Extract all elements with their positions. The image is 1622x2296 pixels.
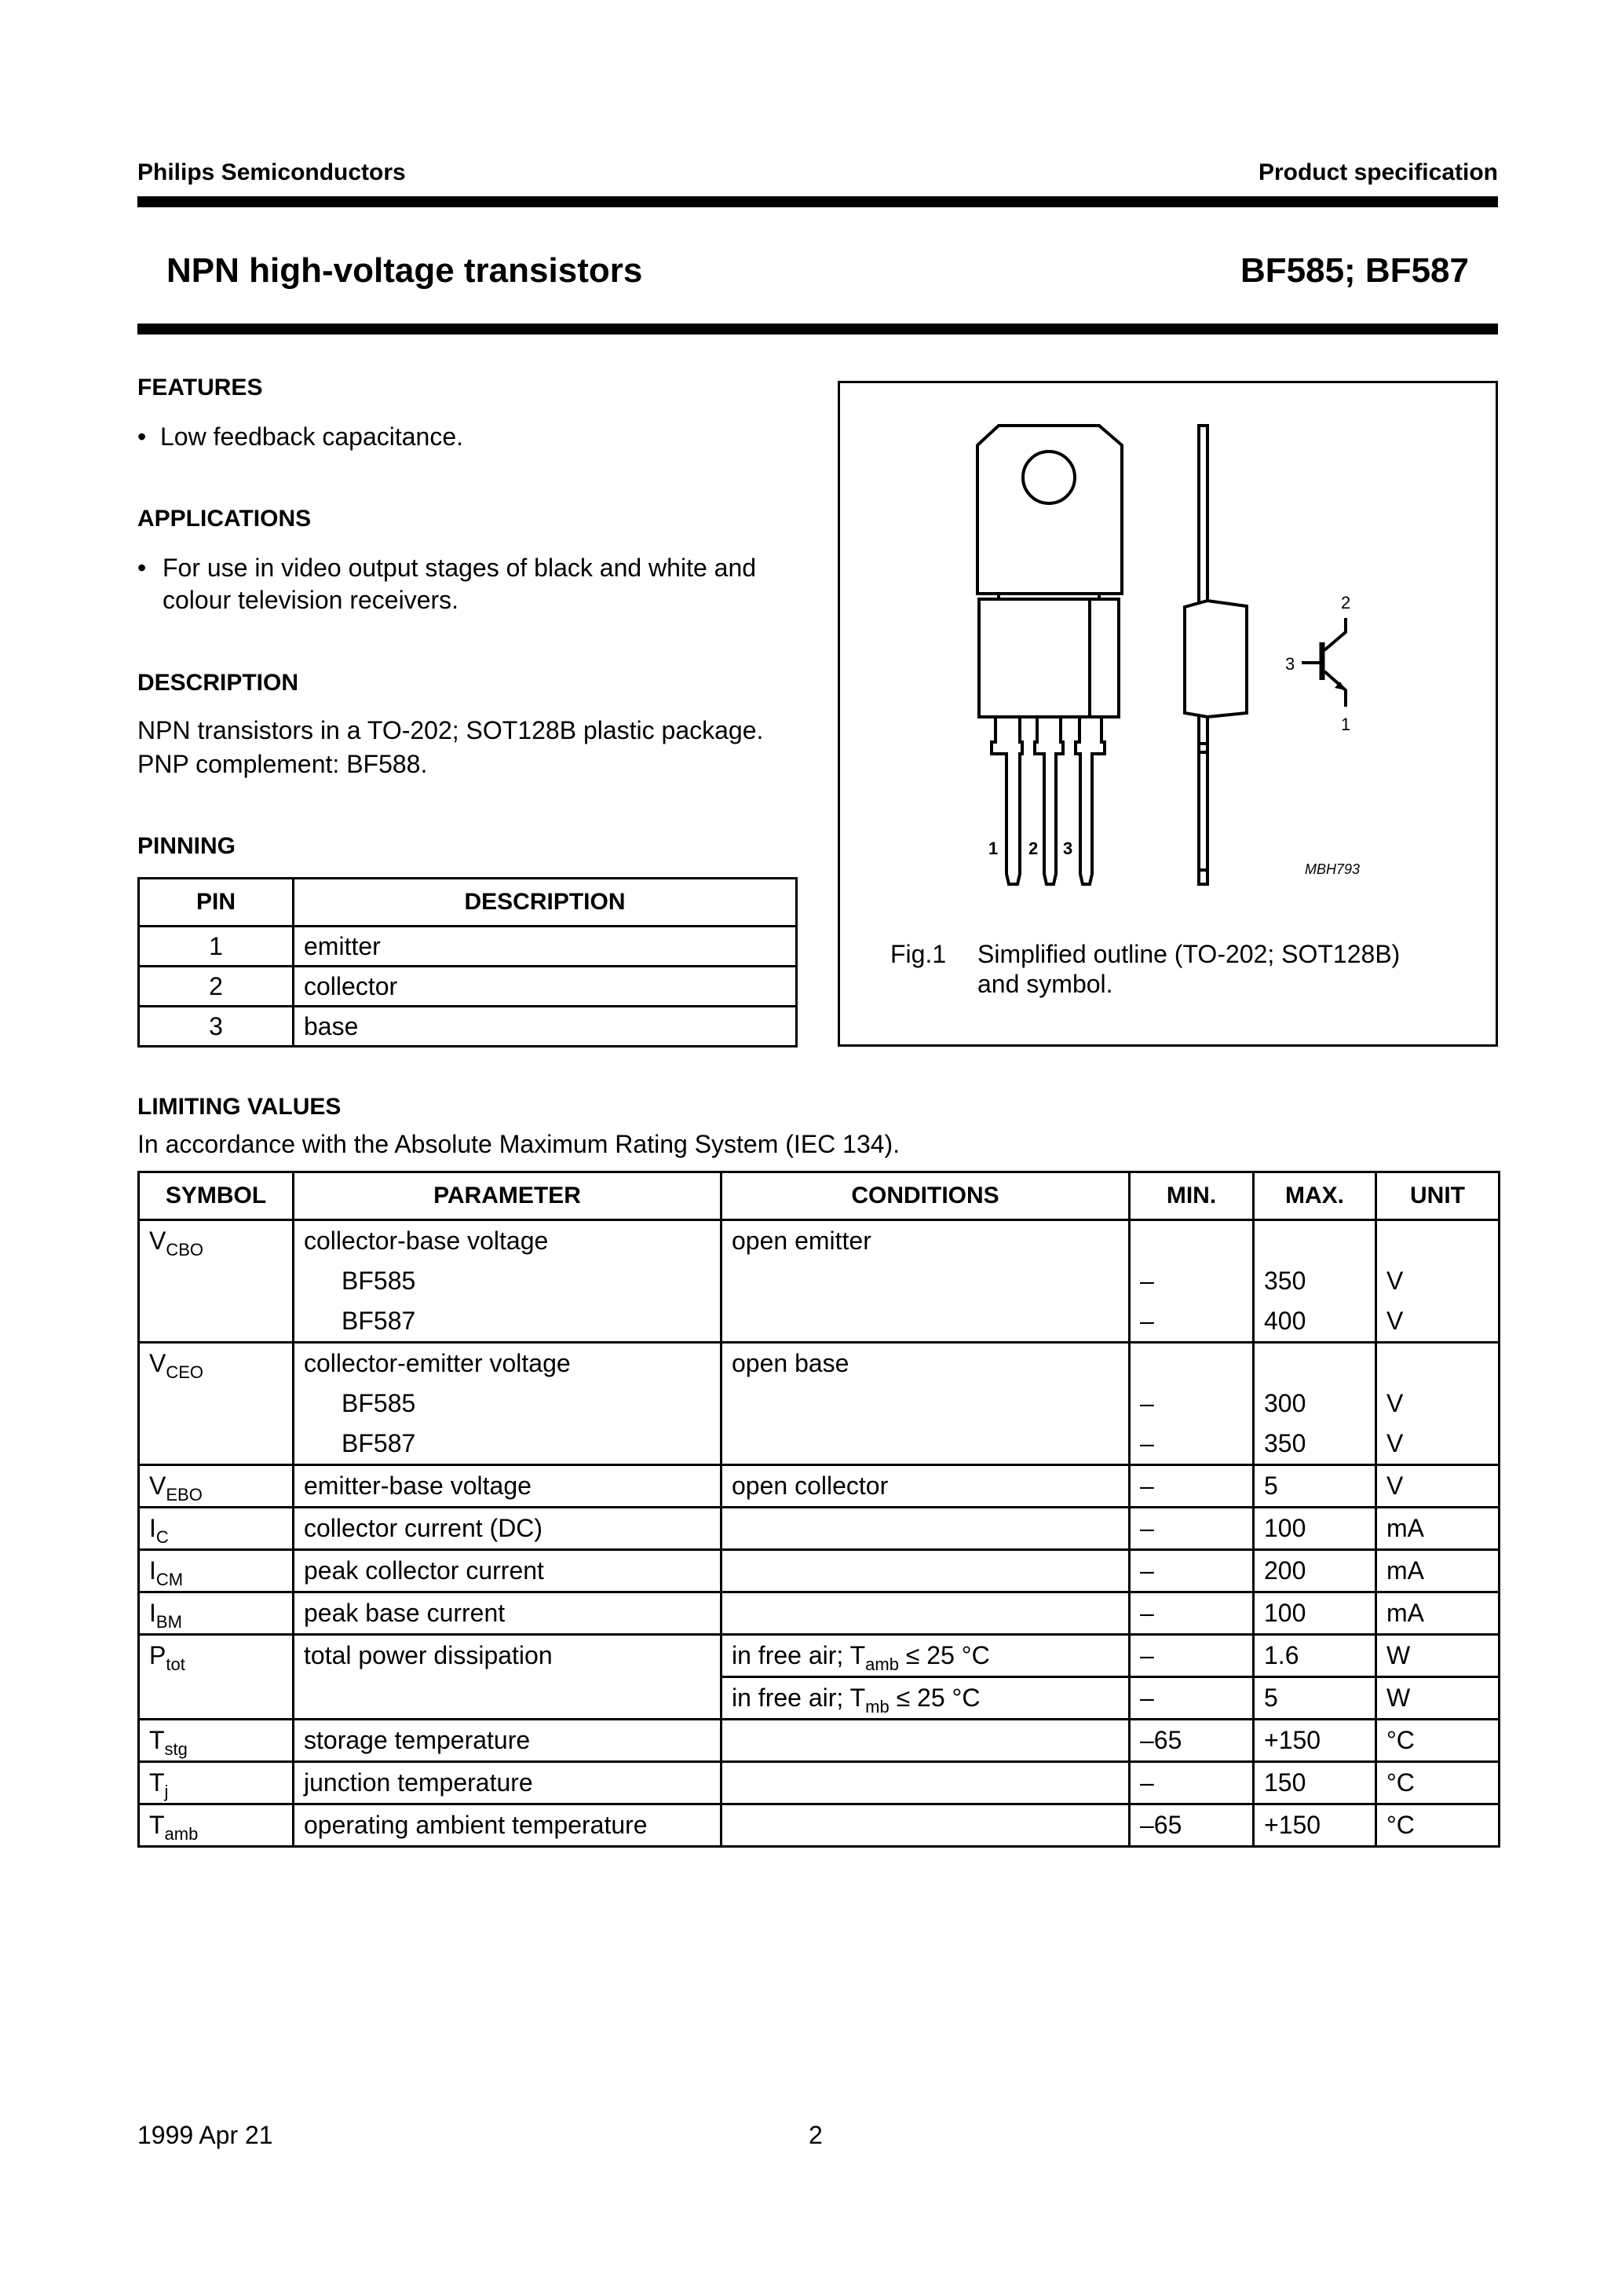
- parameter: collector-base voltage: [304, 1227, 549, 1255]
- spacer: [1264, 1221, 1365, 1261]
- conditions-cell: [721, 1220, 1130, 1343]
- symbol-letter: V: [149, 1349, 166, 1377]
- table-row: [139, 1550, 1500, 1592]
- column-header: MAX.: [1254, 1172, 1376, 1220]
- applications-line: colour television receivers.: [163, 586, 459, 614]
- lead-3: [1076, 717, 1105, 884]
- symbol-subscript: CBO: [166, 1240, 204, 1260]
- parameter: emitter-base voltage: [304, 1472, 532, 1500]
- parameter: peak collector current: [304, 1556, 544, 1585]
- symbol-letter: V: [149, 1227, 166, 1255]
- max-value-cell: [1254, 1550, 1376, 1592]
- min-value: –: [1140, 1556, 1154, 1585]
- conditions: open emitter: [732, 1227, 871, 1255]
- max-value-cell: [1254, 1465, 1376, 1508]
- parameter-cell: [294, 1343, 721, 1465]
- figure-number: Fig.1: [890, 940, 947, 968]
- symbol: [149, 1593, 283, 1633]
- description-heading: DESCRIPTION: [137, 670, 299, 696]
- unit-value-cell: [1376, 1804, 1500, 1847]
- max-cell: [1254, 1635, 1376, 1677]
- table-row: [139, 1592, 1500, 1635]
- lead-1: [992, 717, 1022, 884]
- variant-name: BF587: [342, 1307, 416, 1335]
- symbol: [149, 1221, 283, 1261]
- min-cell: [1130, 1635, 1254, 1677]
- figure-caption: Simplified outline (TO-202; SOT128B): [977, 940, 1401, 968]
- unit-value: °C: [1386, 1811, 1415, 1839]
- symbol-subscript: stg: [164, 1739, 188, 1759]
- lead-label: 3: [1063, 839, 1073, 858]
- conditions-cell: [721, 1343, 1130, 1465]
- conditions: [732, 1763, 1119, 1803]
- unit-cell: [1376, 1677, 1500, 1720]
- conditions-text: ≤ 25 °C: [889, 1684, 981, 1712]
- max-value: 1.6: [1264, 1641, 1299, 1669]
- conditions-cell: [721, 1592, 1130, 1635]
- symbol-subscript: tot: [166, 1654, 185, 1674]
- max-cell: [1254, 1343, 1376, 1465]
- symbol-subscript: CM: [155, 1570, 184, 1589]
- min-value: –: [1140, 1307, 1154, 1335]
- parameter-cell: [294, 1720, 721, 1762]
- column-header: DESCRIPTION: [294, 879, 797, 927]
- symbol: [149, 1508, 283, 1548]
- features-heading: FEATURES: [137, 375, 263, 400]
- unit-value-cell: [1376, 1550, 1500, 1592]
- conditions: [732, 1720, 1119, 1760]
- unit-cell: [1376, 1220, 1500, 1343]
- symbol-letter: T: [149, 1726, 165, 1754]
- column-header: CONDITIONS: [721, 1172, 1130, 1220]
- conditions-cell: [721, 1508, 1130, 1550]
- max-value-cell: [1254, 1720, 1376, 1762]
- parameter: peak base current: [304, 1599, 506, 1627]
- symbol-collector-lead: [1324, 618, 1346, 650]
- min-value-cell: [1130, 1720, 1254, 1762]
- max-value: 150: [1264, 1768, 1306, 1797]
- min-cell: [1130, 1343, 1254, 1465]
- symbol-subscript: C: [155, 1527, 169, 1547]
- symbol: [149, 1344, 283, 1384]
- bullet-icon: •: [137, 422, 147, 451]
- spacer: [1386, 1221, 1489, 1261]
- symbol: [149, 1466, 283, 1506]
- symbol-subscript: j: [164, 1782, 169, 1801]
- max-value: 400: [1264, 1307, 1306, 1335]
- min-value-cell: [1130, 1508, 1254, 1550]
- conditions-cell: [721, 1677, 1130, 1720]
- conditions-text: in free air; T: [732, 1641, 866, 1669]
- variant-name: BF587: [342, 1429, 416, 1457]
- side-view-body: [1185, 601, 1247, 717]
- symbol-cell: [139, 1550, 294, 1592]
- company-name: Philips Semiconductors: [137, 159, 406, 185]
- conditions: open base: [732, 1349, 849, 1377]
- min-value: –: [1140, 1429, 1154, 1457]
- max-value: +150: [1264, 1726, 1321, 1754]
- spacer: [1140, 1221, 1243, 1261]
- unit-value: V: [1386, 1472, 1404, 1500]
- part-numbers: BF585; BF587: [1240, 251, 1469, 290]
- max-value-cell: [1254, 1508, 1376, 1550]
- min-value: –: [1140, 1768, 1154, 1797]
- parameter: collector current (DC): [304, 1514, 543, 1542]
- unit-value: V: [1386, 1267, 1404, 1295]
- max-cell: [1254, 1677, 1376, 1720]
- table-row: [139, 1762, 1500, 1804]
- max-value: 350: [1264, 1267, 1306, 1295]
- parameter-cell: [294, 1592, 721, 1635]
- page-title: NPN high-voltage transistors: [166, 251, 643, 290]
- column-header: PIN: [139, 879, 294, 927]
- unit-value: mA: [1386, 1514, 1424, 1542]
- table-row: [139, 1465, 1500, 1508]
- max-value: 5: [1264, 1472, 1278, 1500]
- parameter-cell: [294, 1635, 721, 1720]
- pin-number: 3: [139, 1007, 294, 1047]
- symbol: [149, 1763, 283, 1803]
- spacer: [1140, 1344, 1243, 1384]
- min-value-cell: [1130, 1592, 1254, 1635]
- symbol-cell: [139, 1720, 294, 1762]
- table-row: [139, 1220, 1500, 1343]
- unit-value: mA: [1386, 1599, 1424, 1627]
- lead-label: 2: [1028, 839, 1039, 858]
- min-value-cell: [1130, 1550, 1254, 1592]
- limiting-values-subtitle: In accordance with the Absolute Maximum Rating System (IEC 134).: [137, 1130, 901, 1158]
- bullet-icon: •: [137, 554, 147, 582]
- symbol-cell: [139, 1220, 294, 1343]
- lead-2: [1035, 717, 1063, 884]
- conditions-cell: [721, 1635, 1130, 1677]
- symbol-letter: T: [149, 1768, 165, 1797]
- min-value: –: [1140, 1641, 1154, 1669]
- min-value-cell: [1130, 1804, 1254, 1847]
- mounting-hole: [1023, 452, 1075, 503]
- parameter: collector-emitter voltage: [304, 1349, 571, 1377]
- symbol-cell: [139, 1465, 294, 1508]
- symbol-letter: V: [149, 1472, 166, 1500]
- conditions: [732, 1636, 1119, 1676]
- min-value: –: [1140, 1599, 1154, 1627]
- unit-value-cell: [1376, 1508, 1500, 1550]
- pin-number: 2: [139, 967, 294, 1007]
- column-header: UNIT: [1376, 1172, 1500, 1220]
- symbol-cell: [139, 1635, 294, 1720]
- max-value: 5: [1264, 1684, 1278, 1712]
- max-value-cell: [1254, 1592, 1376, 1635]
- min-value: –: [1140, 1389, 1154, 1417]
- max-value: 200: [1264, 1556, 1306, 1585]
- min-value: –: [1140, 1514, 1154, 1542]
- symbol-cell: [139, 1508, 294, 1550]
- conditions: open collector: [732, 1472, 889, 1500]
- symbol-letter: P: [149, 1641, 166, 1669]
- table-row: [139, 1343, 1500, 1465]
- package-outline-drawing: [0, 0, 1622, 1052]
- limiting-values-table: [137, 1171, 1500, 1848]
- parameter: storage temperature: [304, 1726, 531, 1754]
- min-value: –: [1140, 1684, 1154, 1712]
- unit-value: V: [1386, 1429, 1404, 1457]
- symbol-letter: I: [149, 1599, 156, 1627]
- drawing-code: MBH793: [1305, 861, 1361, 877]
- conditions-cell: [721, 1720, 1130, 1762]
- min-value-cell: [1130, 1762, 1254, 1804]
- unit-value: °C: [1386, 1768, 1415, 1797]
- conditions: [732, 1551, 1119, 1591]
- max-value: +150: [1264, 1811, 1321, 1839]
- pin-number: 1: [139, 927, 294, 967]
- table-row: [139, 1508, 1500, 1550]
- conditions-cell: [721, 1804, 1130, 1847]
- unit-cell: [1376, 1343, 1500, 1465]
- min-value: –: [1140, 1267, 1154, 1295]
- conditions: [732, 1508, 1119, 1548]
- symbol-cell: [139, 1804, 294, 1847]
- applications-heading: APPLICATIONS: [137, 506, 312, 532]
- unit-value: V: [1386, 1389, 1404, 1417]
- max-value-cell: [1254, 1762, 1376, 1804]
- max-cell: [1254, 1220, 1376, 1343]
- parameter-cell: [294, 1508, 721, 1550]
- symbol: [149, 1805, 283, 1845]
- unit-value-cell: [1376, 1465, 1500, 1508]
- table-header-row: [139, 1172, 1500, 1220]
- parameter-cell: [294, 1804, 721, 1847]
- symbol-cell: [139, 1592, 294, 1635]
- max-value-cell: [1254, 1804, 1376, 1847]
- unit-value: W: [1386, 1684, 1411, 1712]
- parameter: junction temperature: [304, 1768, 533, 1797]
- symbol-cell: [139, 1343, 294, 1465]
- symbol-letter: I: [149, 1514, 156, 1542]
- spacer: [1386, 1344, 1489, 1384]
- max-value: 300: [1264, 1389, 1306, 1417]
- page-number: 2: [809, 2121, 823, 2149]
- symbol-collector-label: 2: [1341, 593, 1351, 612]
- symbol: [149, 1551, 283, 1591]
- footer-date: 1999 Apr 21: [137, 2121, 273, 2149]
- symbol-subscript: EBO: [166, 1485, 203, 1504]
- pin-description: emitter: [294, 927, 797, 967]
- symbol-subscript: amb: [164, 1824, 199, 1844]
- symbol-letter: I: [149, 1556, 156, 1585]
- pinning-heading: PINNING: [137, 833, 236, 859]
- conditions-text: in free air; T: [732, 1684, 866, 1712]
- features-item-text: Low feedback capacitance.: [159, 422, 464, 451]
- figure-caption: and symbol.: [977, 970, 1113, 998]
- symbol-cell: [139, 1762, 294, 1804]
- unit-value: W: [1386, 1641, 1411, 1669]
- unit-value-cell: [1376, 1762, 1500, 1804]
- variant-name: BF585: [342, 1389, 416, 1417]
- symbol-letter: T: [149, 1811, 165, 1839]
- parameter: total power dissipation: [304, 1641, 553, 1669]
- conditions-text: ≤ 25 °C: [898, 1641, 990, 1669]
- symbol-subscript: CEO: [166, 1362, 204, 1382]
- unit-value: mA: [1386, 1556, 1424, 1585]
- limiting-values-heading: LIMITING VALUES: [137, 1094, 342, 1120]
- table-row: [139, 1635, 1500, 1677]
- min-cell: [1130, 1677, 1254, 1720]
- unit-value-cell: [1376, 1592, 1500, 1635]
- pin-description: base: [294, 1007, 797, 1047]
- description-line: PNP complement: BF588.: [137, 750, 428, 778]
- symbol-emitter-label: 1: [1341, 715, 1351, 734]
- parameter: operating ambient temperature: [304, 1811, 648, 1839]
- symbol-subscript: BM: [155, 1612, 182, 1632]
- column-header: MIN.: [1130, 1172, 1254, 1220]
- conditions-subscript: amb: [865, 1654, 899, 1674]
- parameter-cell: [294, 1220, 721, 1343]
- conditions: [732, 1805, 1119, 1845]
- min-value: –65: [1140, 1726, 1182, 1754]
- unit-value: °C: [1386, 1726, 1415, 1754]
- max-value: 100: [1264, 1514, 1306, 1542]
- unit-cell: [1376, 1635, 1500, 1677]
- table-row: [139, 1720, 1500, 1762]
- conditions-subscript: mb: [865, 1697, 890, 1717]
- unit-value-cell: [1376, 1720, 1500, 1762]
- symbol: [149, 1720, 283, 1760]
- lead-label: 1: [988, 839, 999, 858]
- parameter-cell: [294, 1465, 721, 1508]
- max-value: 100: [1264, 1599, 1306, 1627]
- pin-description: collector: [294, 967, 797, 1007]
- conditions-cell: [721, 1550, 1130, 1592]
- parameter-cell: [294, 1762, 721, 1804]
- table-row: [139, 1804, 1500, 1847]
- spacer: [1264, 1344, 1365, 1384]
- column-header: PARAMETER: [294, 1172, 721, 1220]
- symbol-base-label: 3: [1285, 654, 1295, 674]
- parameter-cell: [294, 1550, 721, 1592]
- conditions-cell: [721, 1465, 1130, 1508]
- applications-line: For use in video output stages of black and white and: [163, 554, 757, 582]
- symbol: [149, 1636, 283, 1676]
- package-body: [979, 599, 1119, 717]
- conditions: [732, 1593, 1119, 1633]
- description-line: NPN transistors in a TO-202; SOT128B plastic package.: [137, 716, 764, 744]
- min-value: –65: [1140, 1811, 1182, 1839]
- document-type: Product specification: [1258, 159, 1498, 185]
- min-cell: [1130, 1220, 1254, 1343]
- variant-name: BF585: [342, 1267, 416, 1295]
- min-value-cell: [1130, 1465, 1254, 1508]
- column-header: SYMBOL: [139, 1172, 294, 1220]
- max-value: 350: [1264, 1429, 1306, 1457]
- conditions: [732, 1678, 1119, 1718]
- min-value: –: [1140, 1472, 1154, 1500]
- conditions-cell: [721, 1762, 1130, 1804]
- unit-value: V: [1386, 1307, 1404, 1335]
